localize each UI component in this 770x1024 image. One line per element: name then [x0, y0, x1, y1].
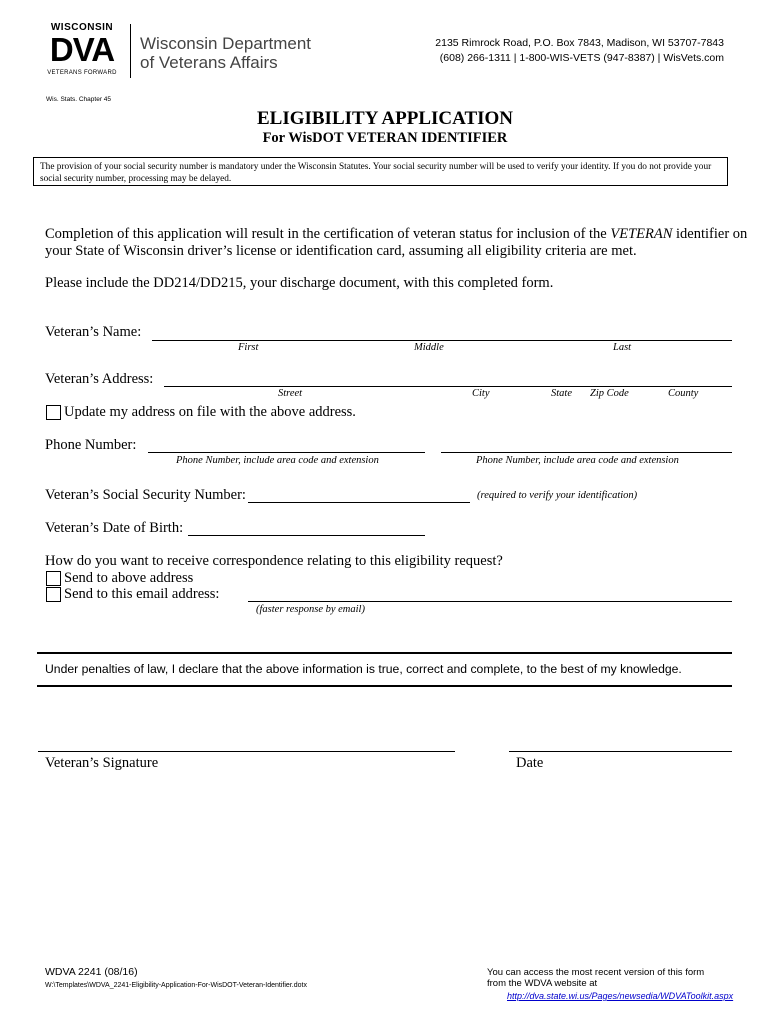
date-line[interactable]	[509, 751, 732, 752]
access-line-1: You can access the most recent version of this form	[487, 967, 705, 978]
phone-web: (608) 266-1311 | 1-800-WIS-VETS (947-8387) | WisVets.com	[439, 52, 724, 64]
mailing-address: 2135 Rimrock Road, P.O. Box 7843, Madison, WI 53707-7843	[435, 37, 724, 49]
address-input-line[interactable]	[164, 386, 732, 387]
declaration-text: Under penalties of law, I declare that the above information is true, correct and complete, to the best of my knowledge.	[45, 662, 682, 676]
declaration-rule-bottom	[37, 685, 732, 687]
contact-block	[400, 36, 724, 66]
logo-state: WISCONSIN	[50, 22, 114, 33]
update-address-label: Update my address on file with the above address.	[64, 404, 356, 420]
correspondence-question: How do you want to receive correspondence relating to this eligibility request?	[45, 553, 503, 569]
form-subtitle: For WisDOT VETERAN IDENTIFIER	[262, 130, 508, 146]
send-address-label: Send to above address	[64, 570, 194, 586]
phone-label: Phone Number:	[45, 437, 137, 453]
logo-tagline: VETERANS FORWARD	[47, 70, 117, 76]
send-email-checkbox[interactable]	[46, 587, 61, 602]
dob-input-line[interactable]	[188, 535, 425, 536]
phone-hint-2: Phone Number, include area code and extension	[476, 455, 679, 466]
addr-county-caption: County	[668, 388, 699, 399]
send-email-label: Send to this email address:	[64, 586, 220, 602]
ssn-notice-box	[33, 157, 728, 186]
intro-paragraph	[45, 226, 748, 260]
email-input-line[interactable]	[248, 601, 732, 602]
dept-name	[140, 34, 311, 72]
template-path: W:\Templates\WDVA_2241-Eligibility-Application-For-WisDOT-Veteran-Identifier.dotx	[45, 982, 307, 989]
addr-zip-caption: Zip Code	[590, 388, 629, 399]
form-number: WDVA 2241 (08/16)	[45, 966, 138, 978]
name-middle-caption: Middle	[414, 342, 444, 353]
declaration-rule-top	[37, 652, 732, 654]
ssn-hint: (required to verify your identification)	[477, 490, 638, 501]
veteran-emphasis: VETERAN	[610, 226, 673, 242]
access-note	[487, 967, 704, 989]
name-label: Veteran’s Name:	[45, 324, 142, 340]
addr-state-caption: State	[551, 388, 572, 399]
name-last-caption: Last	[613, 342, 632, 353]
statute-ref: Wis. Stats. Chapter 45	[46, 96, 112, 103]
addr-street-caption: Street	[278, 388, 303, 399]
date-label: Date	[516, 755, 544, 771]
dob-label: Veteran’s Date of Birth:	[45, 520, 184, 536]
update-address-checkbox[interactable]	[46, 405, 61, 420]
logo-letters: DVA	[49, 31, 115, 68]
intro-line-2: your State of Wisconsin driver’s license or identification card, assuming all eligibility criteria are met.	[45, 243, 637, 259]
phone-input-line-1[interactable]	[148, 452, 425, 453]
signature-label: Veteran’s Signature	[45, 755, 159, 771]
phone-hint-1: Phone Number, include area code and extension	[176, 455, 379, 466]
send-address-checkbox[interactable]	[46, 571, 61, 586]
ssn-label: Veteran’s Social Security Number:	[45, 487, 246, 503]
include-instruction: Please include the DD214/DD215, your discharge document, with this completed form.	[45, 275, 554, 291]
name-input-line[interactable]	[152, 340, 732, 341]
form-title: ELIGIBILITY APPLICATION	[256, 108, 514, 129]
intro-line-1: Completion of this application will result in the certification of veteran status for inclusion of the VETERAN identifier on	[45, 226, 748, 242]
signature-line[interactable]	[38, 751, 455, 752]
ssn-input-line[interactable]	[248, 502, 470, 503]
toolkit-link[interactable]: http://dva.state.wi.us/Pages/newsedia/WDVAToolkit.aspx	[507, 991, 734, 1001]
phone-input-line-2[interactable]	[441, 452, 732, 453]
logo-divider	[130, 24, 131, 78]
logo	[42, 22, 122, 82]
email-hint: (faster response by email)	[256, 604, 365, 615]
access-line-2: from the WDVA website at	[487, 978, 598, 989]
name-first-caption: First	[238, 342, 259, 353]
address-label: Veteran’s Address:	[45, 371, 154, 387]
dept-line-2: of Veterans Affairs	[140, 53, 278, 72]
addr-city-caption: City	[472, 388, 490, 399]
ssn-notice-text: The provision of your social security number is mandatory under the Wisconsin Statutes. Your social security number will be used to verify your identity. If you do not provide your social security number, processing may be delayed.	[40, 162, 712, 184]
dept-line-1: Wisconsin Department	[140, 34, 312, 53]
